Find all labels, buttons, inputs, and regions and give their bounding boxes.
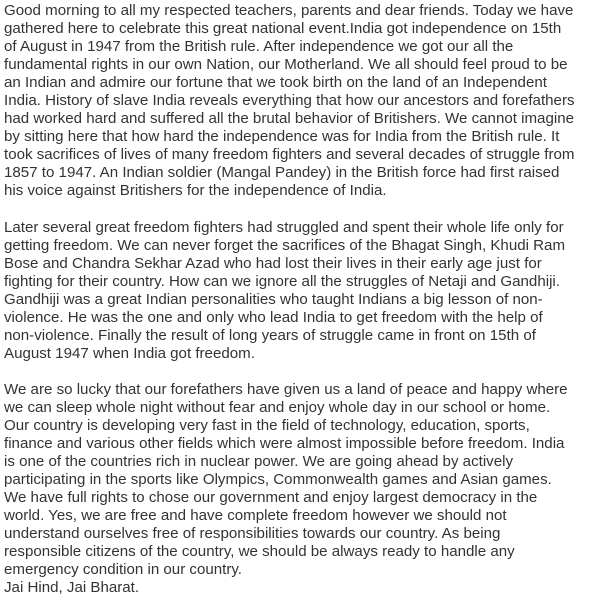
text-line: took sacrifices of lives of many freedom fighters and several decades of struggle from (4, 146, 575, 164)
text-line: an Indian and admire our fortune that we took birth on the land of an Independent (4, 74, 547, 92)
text-line: fundamental rights in our own Nation, our Motherland. We all should feel proud to be (4, 56, 568, 74)
text-line: emergency condition in our country. (4, 561, 242, 579)
text-line: We have full rights to chose our government and enjoy largest democracy in the (4, 489, 538, 507)
text-line: gathered here to celebrate this great national event.India got independence on 15th (4, 20, 562, 38)
text-line: of August in 1947 from the British rule. After independence we got our all the (4, 38, 514, 56)
text-line: Later several great freedom fighters had struggled and spent their whole life only for (4, 218, 564, 236)
text-line: violence. He was the one and only who lead India to get freedom with the help of (4, 308, 543, 326)
text-line: responsible citizens of the country, we should be always ready to handle any (4, 543, 515, 561)
text-line: Our country is developing very fast in the field of technology, education, sports, (4, 416, 530, 434)
text-line: fighting for their country. How can we ignore all the struggles of Netaji and Gandhiji. (4, 272, 560, 290)
text-line: by sitting here that how hard the independence was for India from the British rule. It (4, 128, 560, 146)
text-line: India. History of slave India reveals everything that how our ancestors and forefathers (4, 92, 575, 110)
text-line: August 1947 when India got freedom. (4, 344, 255, 362)
text-line: Bose and Chandra Sekhar Azad who had lost their lives in their early age just for (4, 254, 542, 272)
paragraph-3 (4, 381, 608, 598)
text-line: We are so lucky that our forefathers have given us a land of peace and happy where (4, 380, 568, 398)
text-line: 1857 to 1947. An Indian soldier (Mangal Pandey) in the British force had first raised (4, 164, 560, 182)
text-line: is one of the countries rich in nuclear power. We are going ahead by actively (4, 453, 514, 471)
text-line: we can sleep whole night without fear and enjoy whole day in our school or home. (4, 398, 551, 416)
text-line: Good morning to all my respected teachers, parents and dear friends. Today we have (4, 2, 574, 19)
text-line: his voice against Britishers for the independence of India. (4, 182, 387, 200)
paragraph-1 (4, 2, 608, 201)
text-line: non-violence. Finally the result of long years of struggle came in front on 15th of (4, 326, 536, 344)
text-line: Gandhiji was a great Indian personalities who taught Indians a big lesson of non- (4, 290, 543, 308)
closing-line: Jai Hind, Jai Bharat. (4, 579, 140, 597)
text-line: finance and various other fields which were almost impossible before freedom. India (4, 435, 565, 453)
text-line: understand ourselves free of responsibilities towards our country. As being (4, 525, 501, 543)
paragraph-2 (4, 219, 608, 363)
text-line: had worked hard and suffered all the brutal behavior of Britishers. We cannot imagine (4, 110, 574, 128)
text-line: participating in the sports like Olympics, Commonwealth games and Asian games. (4, 471, 552, 489)
text-line: getting freedom. We can never forget the sacrifices of the Bhagat Singh, Khudi Ram (4, 236, 566, 254)
text-line: world. Yes, we are free and have complete freedom however we should not (4, 507, 507, 525)
